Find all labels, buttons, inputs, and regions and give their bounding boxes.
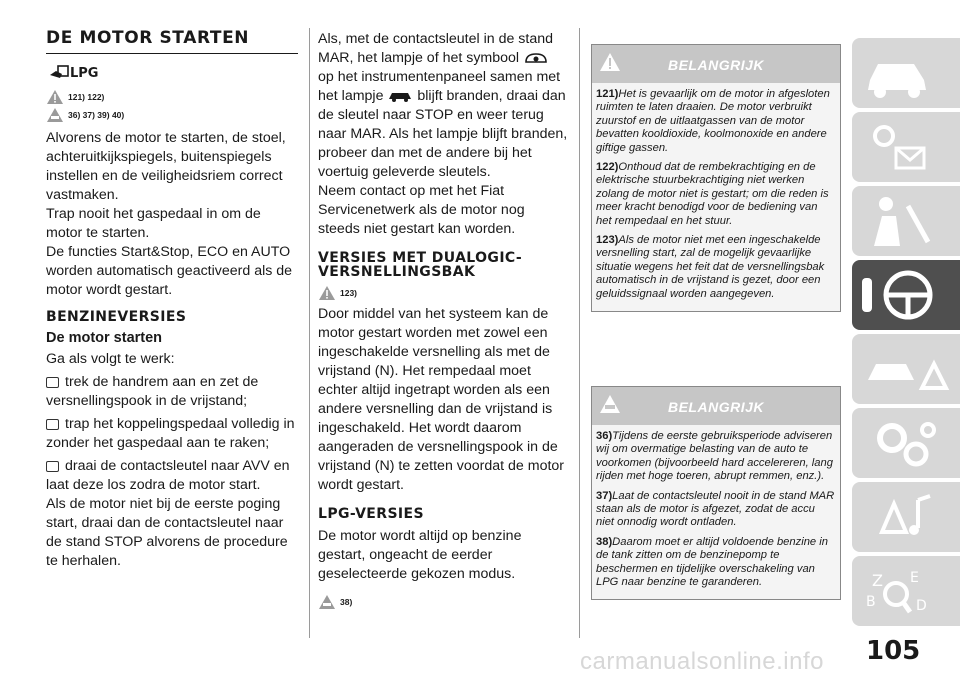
svg-text:E: E	[910, 570, 919, 586]
caution-box-header	[592, 387, 840, 425]
retry-text: Als de motor niet bij de eerste poging start, draai dan de contactsleutel naar de stand STOP alvorens de procedure te herhalen.	[46, 496, 288, 569]
heading-lpg: LPG-VERSIES	[318, 506, 424, 522]
caution-box	[591, 386, 841, 600]
warning-box	[591, 44, 841, 312]
bullet-icon	[46, 377, 59, 388]
warning-box-header	[592, 45, 840, 83]
warning-ref-line	[318, 285, 568, 301]
note-item: 37)Laat de contactsleutel nooit in de stand MAR staan als de motor is afgezet, zodat de accu niet onnodig wordt ontladen.	[596, 489, 835, 529]
procedure-intro: Ga als volgt te werk:	[46, 351, 175, 367]
list-item: trek de handrem aan en zet de versnellingspook in de vrijstand;	[46, 374, 259, 409]
caution-car-icon	[46, 107, 64, 123]
no-gas-text: Trap nooit het gaspedaal in om de motor te starten.	[46, 206, 261, 241]
tab-multimedia[interactable]	[852, 482, 960, 552]
caution-car-icon	[318, 594, 336, 610]
caution-ref-line	[318, 594, 568, 610]
car-icon	[852, 38, 960, 108]
tab-maintenance[interactable]	[852, 408, 960, 478]
warning-box-title: BELANGRIJK	[667, 57, 764, 73]
bullet-icon	[46, 419, 59, 430]
heading-dualogic: VERSIES MET DUALOGIC-VERSNELLINGSBAK	[318, 250, 523, 280]
caution-refs: 36) 37) 39) 40)	[68, 110, 125, 120]
svg-text:LPG: LPG	[70, 66, 98, 80]
warning-refs: 121) 122)	[68, 92, 105, 102]
column-divider	[309, 28, 310, 638]
page-title: DE MOTOR STARTEN	[46, 28, 298, 54]
caution-box-body	[592, 425, 840, 599]
watermark: carmanualsonline.info	[580, 648, 824, 675]
note-item: 121)Het is gevaarlijk om de motor in afgesloten ruimten te laten draaien. De motor verbruikt zuurstof en de uitlaatgassen van de motor bevatten kooldioxide, koolmonoxide en andere giftige gassen.	[596, 88, 830, 154]
lpg-text: De motor wordt altijd op benzine gestart, ongeacht de eerder geselecteerde gekozen modus.	[318, 528, 522, 582]
tab-index[interactable]	[852, 556, 960, 626]
tab-instruments[interactable]	[852, 112, 960, 182]
svg-text:B: B	[866, 594, 876, 610]
lpg-symbol-icon	[48, 62, 298, 85]
index-search-icon	[852, 556, 960, 626]
intro-text: Alvorens de motor te starten, de stoel, achteruitkijkspiegels, buitenspiegels instellen en de veiligheidsriem correct vastmaken.	[46, 130, 286, 203]
warning-lights-icon	[852, 112, 960, 182]
caution-ref-line	[46, 107, 298, 123]
heading-benzine: BENZINEVERSIES	[46, 309, 187, 325]
dualogic-text: Door middel van het systeem kan de motor gestart worden met zowel een ingeschakelde versnelling als met de vrijstand (N). Het rempedaal moet echter altijd ingetrapt worden als een andere versnelling dan de vrijstand is ingeschakeld. Het wordt daarom aangeraden de versnellingspook in de vrijstand (N) te zetten voordat de motor wordt gestart.	[318, 306, 565, 493]
mar-paragraph: Als, met de contactsleutel in de stand MAR, het lampje of het symbool op het instrumentenpaneel samen met het lampje blijft branden, draai dan de sleutel naar STOP en weer terug naar MAR. Als het lampje blijft branden, probeer dan met de andere bij het voertuig geleverde sleutels.	[318, 31, 568, 180]
note-item: 38)Daarom moet er altijd voldoende benzine in de tank zitten om de benzinepomp te beschermen en tijdelijke overschakeling van LPG naar benzine te garanderen.	[596, 535, 828, 589]
note-item: 123)Als de motor niet met een ingeschakelde versnelling start, zal de mogelijk gevaarlijke situatie wegens het feit dat de versnellingsbak automatisch in de vrijstand is gezet, door een geluidssignaal worden aangegeven.	[596, 234, 825, 300]
tab-vehicle[interactable]	[852, 38, 960, 108]
caution-refs: 38)	[340, 597, 353, 607]
column-middle	[318, 30, 568, 612]
tab-safety[interactable]	[852, 186, 960, 256]
tab-emergency[interactable]	[852, 334, 960, 404]
warning-ref-line	[46, 89, 298, 105]
tab-starting-driving[interactable]	[852, 260, 960, 330]
immobilizer-lamp-icon	[387, 89, 413, 103]
warning-triangle-icon	[46, 89, 64, 105]
music-note-icon	[852, 482, 960, 552]
startstop-text: De functies Start&Stop, ECO en AUTO worden automatisch geactiveerd als de motor wordt gestart.	[46, 244, 293, 298]
column-divider	[579, 28, 580, 638]
page-number: 105	[866, 636, 921, 666]
list-item: trap het koppelingspedaal volledig in zonder het gaspedaal aan te raken;	[46, 416, 295, 451]
svg-text:D: D	[916, 598, 927, 614]
list-item: draai de contactsleutel naar AVV en laat deze los zodra de motor start.	[46, 458, 290, 493]
warning-box-body	[592, 83, 840, 311]
column-left	[46, 28, 298, 571]
note-item: 36)Tijdens de eerste gebruiksperiode adviseren wij om overmatige belasting van de auto te voorkomen (bijvoorbeeld hard accelereren, lang rijden met hoge toeren, abrupt remmen, enz.).	[596, 430, 833, 483]
heading-motor-starten: De motor starten	[46, 330, 163, 346]
warning-refs: 123)	[340, 288, 358, 298]
seatbelt-icon	[852, 186, 960, 256]
note-item: 122)Onthoud dat de rembekrachtiging en de elektrische stuurbekrachtiging niet werken zolang de motor niet is gestart; om die reden is meer kracht benodigd voor de bediening van het rempedaal en het stuur.	[596, 161, 829, 227]
breakdown-icon	[852, 334, 960, 404]
steering-wheel-icon	[852, 260, 960, 330]
bullet-icon	[46, 461, 59, 472]
warning-triangle-icon	[318, 285, 336, 301]
caution-box-title: BELANGRIJK	[667, 399, 764, 415]
key-symbol-icon	[523, 50, 549, 66]
svg-text:Z: Z	[872, 571, 883, 590]
service-text: Neem contact op met het Fiat Servicenetwerk als de motor nog steeds niet gestart kan worden.	[318, 183, 525, 237]
gears-icon	[852, 408, 960, 478]
